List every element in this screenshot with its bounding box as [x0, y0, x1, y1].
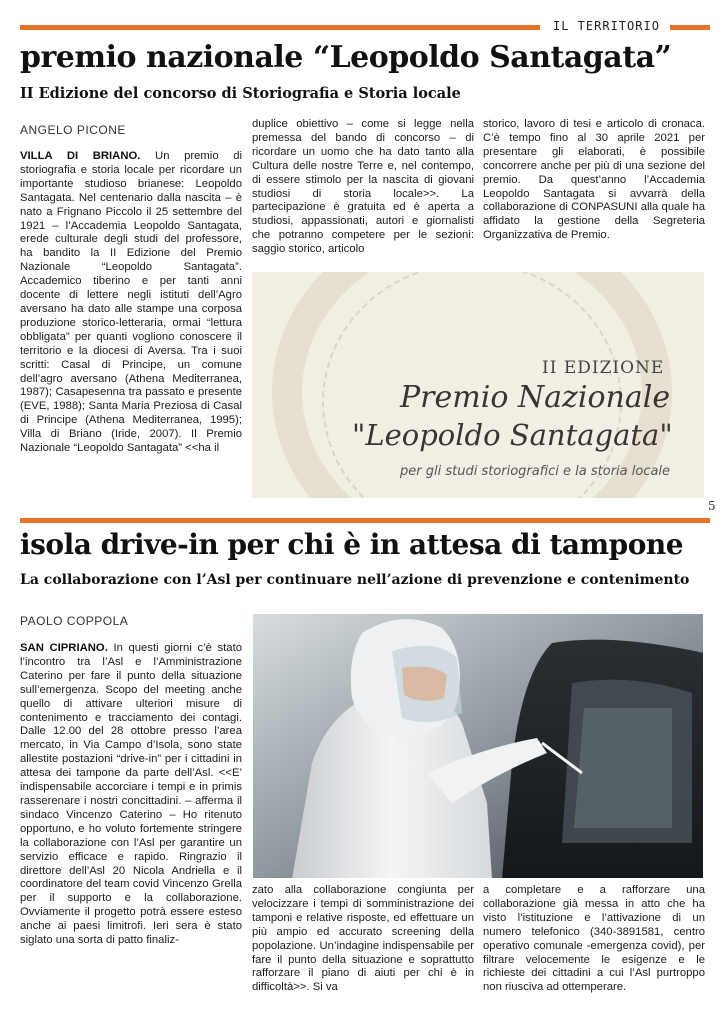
article1-column-2: duplice obiettivo – come si legge nella premessa del bando di concorso – di ricordare un uomo che ha dato tanto alla Cultura delle nostre Terre e, nel contempo, di essere stimolo per la nascita di giovani studiosi di storia locale>>. La partecipazione è gratuita ed è aperta a studiosi, appassionati, autori e giornalisti che potranno competere per le sezioni: saggio storico, articolo	[252, 118, 474, 256]
article2-column-3: a completare e a rafforzare una collaborazione già messa in atto che ha visto l’istituzione e l’attivazione di un numero telefonico (340-3891581, centro operativo comunale -emergenza covid), per filtrare velocemente le esigenze e le richieste dei cittadini a cui l’Asl purtroppo non riusciva ad ottemperare.	[483, 884, 705, 994]
article1-title: premio nazionale “Leopoldo Santagata”	[20, 40, 672, 75]
article2-column-1	[20, 642, 242, 948]
premio-advertisement	[252, 272, 704, 498]
ad-edition: II EDIZIONE	[542, 358, 665, 378]
article1-column-3: storico, lavoro di tesi e articolo di cronaca. C’è tempo fino al 30 aprile 2021 per presentare gli elaborati, è possibile concorrere anche per più di una sezione del premio. Da quest’anno l’Accademia Leopoldo Santagata si avvarrà della collaborazione di CONPASUNI alla quale ha affidato la gestione della Segreteria Organizzativa de Premio.	[483, 118, 705, 242]
article2-place: SAN CIPRIANO.	[20, 642, 108, 654]
article2-subtitle: La collaborazione con l’Asl per continuare nell’azione di prevenzione e contenimento	[20, 572, 690, 588]
ad-title-line-1: Premio Nazionale	[400, 380, 671, 415]
article2-text-1: In questi giorni c’è stato l’incontro tra l’Asl e l’Amministrazione Caterino per fare il punto della situazione sull’emergenza. Scopo del meeting anche quello di attivare ulteriori misure di contenimento e tracciamento dei contagi. Dalle 12.00 del 28 ottobre presso l’area mercato, in Via Campo d’Isola, sono state allestite postazioni “drive-in” per i cittadini in attesa dei tampone da parte dell’Asl. <<E’ indispensabile accorciare i tempi e in primis rasserenare i nostri concittadini. – afferma il sindaco Vincenzo Caterino – Ho ritenuto opportuno, e ho voluto fortemente stringere la collaborazione con l’Asl per garantire un servizio efficace e rapido. Ringrazio il direttore dell’Asl 20 Nicola Andriella e il coordinatore del team covid Vincenzo Grella per il supporto e la collaborazione. Ovviamente il progetto potrà essere esteso anche ai paesi limitrofi. Ieri sera è stato siglato una sorta di patto finaliz-	[20, 642, 242, 947]
photo-illustration	[252, 613, 704, 879]
drive-in-swab-photo	[252, 613, 704, 879]
section-label: IL TERRITORIO	[553, 19, 660, 33]
ad-title-line-2: "Leopoldo Santagata"	[352, 418, 673, 452]
page-number: 5	[708, 499, 716, 513]
article1-column-1	[20, 150, 242, 456]
article1-text-1: Un premio di storiografia e storia locale per ricordare un importante studioso brianese: Leopoldo Santagata. Nel centenario dalla nascita – è nato a Frignano Piccolo il 25 settembre del 1921 – l’Accademia Leopoldo Santagata, erede culturale degli studi del professore, ha bandito la II Edizione del Premio Nazionale “Leopoldo Santagata”. Accademico tiberino e per tanti anni docente di lettere negli istituti dell’Agro aversano ha dato alle stampe una corposa produzione storico-letteraria, ormai “lettura obbligata” per quanti vogliono conoscere il territorio e la diocesi di Aversa. Tra i suoi scritti: Casal di Principe, un comune dell’agro aversano (Athena Mediterranea, 1987); Casapesenna tra passato e presente (EVE, 1988); Santa Maria Preziosa di Casal di Principe (Athena Mediterranea, 1995); Villa di Briano (Iride, 2007). Il Premio Nazionale “Leopoldo Santagata” <<ha il	[20, 150, 242, 455]
article1-place: VILLA DI BRIANO.	[20, 150, 141, 162]
article2-column-2: zato alla collaborazione congiunta per velocizzare i tempi di somministrazione dei tamponi e relative risposte, ed effettuare un più ampio ed accurato screening della popolazione. Un’indagine indispensabile per fare il punto della situazione e soprattutto rafforzare il piano di aiuti per chi è in difficoltà>>. Si va	[252, 884, 474, 994]
article1-subtitle: II Edizione del concorso di Storiografia e Storia locale	[20, 85, 461, 102]
top-rule	[20, 25, 540, 30]
article2-author: PAOLO COPPOLA	[20, 614, 129, 628]
top-rule-right	[670, 25, 710, 30]
article1-author: ANGELO PICONE	[20, 123, 126, 137]
mid-rule	[20, 518, 710, 523]
article2-title: isola drive-in per chi è in attesa di tampone	[20, 528, 684, 561]
ad-tagline: per gli studi storiografici e la storia locale	[400, 464, 671, 479]
